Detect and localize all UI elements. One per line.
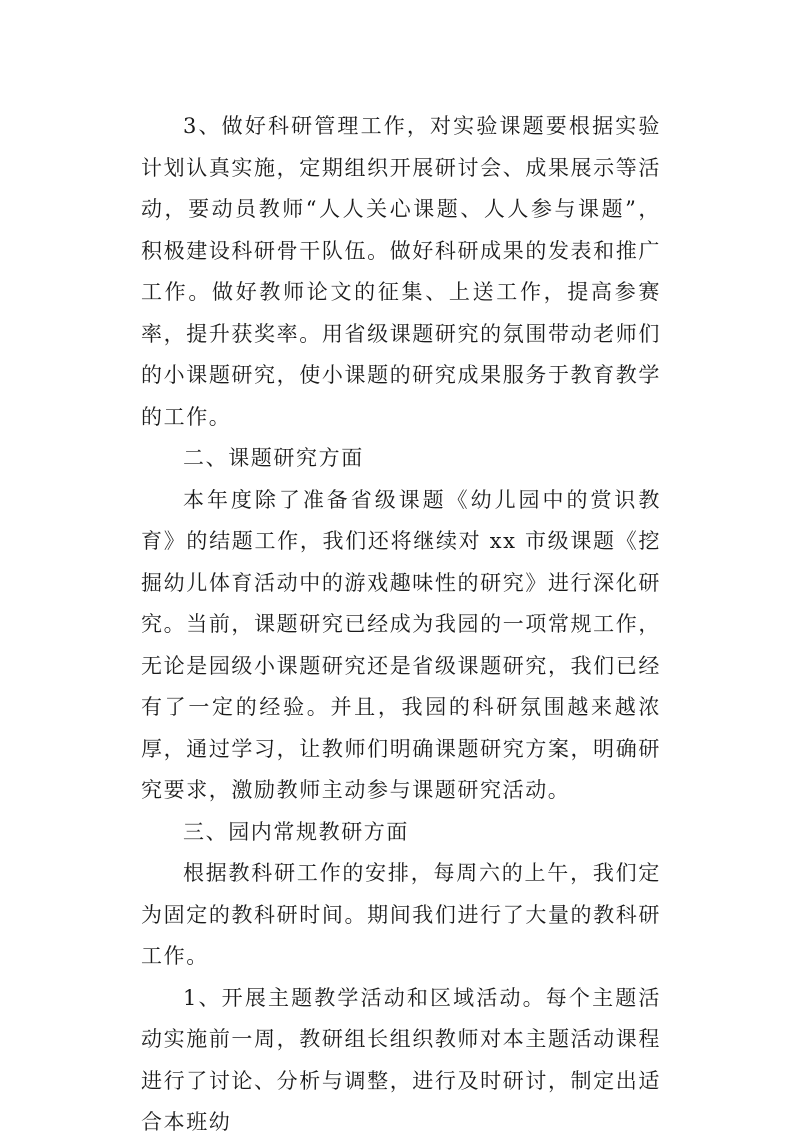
paragraph-theme-activities: 1、开展主题教学活动和区域活动。每个主题活动实施前一周，教研组长组织教师对本主题活动课程进行了讨论、分析与调整，进行及时研讨，制定出适合本班幼 xyxy=(141,985,661,1134)
paragraph-research-schedule: 根据教科研工作的安排，每周六的上午，我们定为固定的教科研时间。期间我们进行了大量的教科研工作。 xyxy=(141,861,661,968)
document-body xyxy=(141,106,661,1144)
paragraph-topic-research: 本年度除了准备省级课题《幼儿园中的赏识教育》的结题工作，我们还将继续对 xx 市级课题《挖掘幼儿体育活动中的游戏趣味性的研究》进行深化研究。当前，课题研究已经成为我园的一项常规工作，无论是园级小课题研究还是省级课题研究，我们已经有了一定的经验。并且，我园的科研氛围越来越浓厚，通过学习，让教师们明确课题研究方案，明确研究要求，激励教师主动参与课题研究活动。 xyxy=(141,487,661,802)
heading-routine-teaching-research: 三、园内常规教研方面 xyxy=(183,819,409,844)
heading-topic-research: 二、课题研究方面 xyxy=(183,446,364,470)
paragraph-research-management: 3、做好科研管理工作，对实验课题要根据实验计划认真实施，定期组织开展研讨会、成果展示等活动，要动员教师“人人关心课题、人人参与课题”，积极建设科研骨干队伍。做好科研成果的发表和推广工作。做好教师论文的征集、上送工作，提高参赛率，提升获奖率。用省级课题研究的氛围带动老师们的小课题研究，使小课题的研究成果服务于教育教学的工作。 xyxy=(141,114,661,429)
